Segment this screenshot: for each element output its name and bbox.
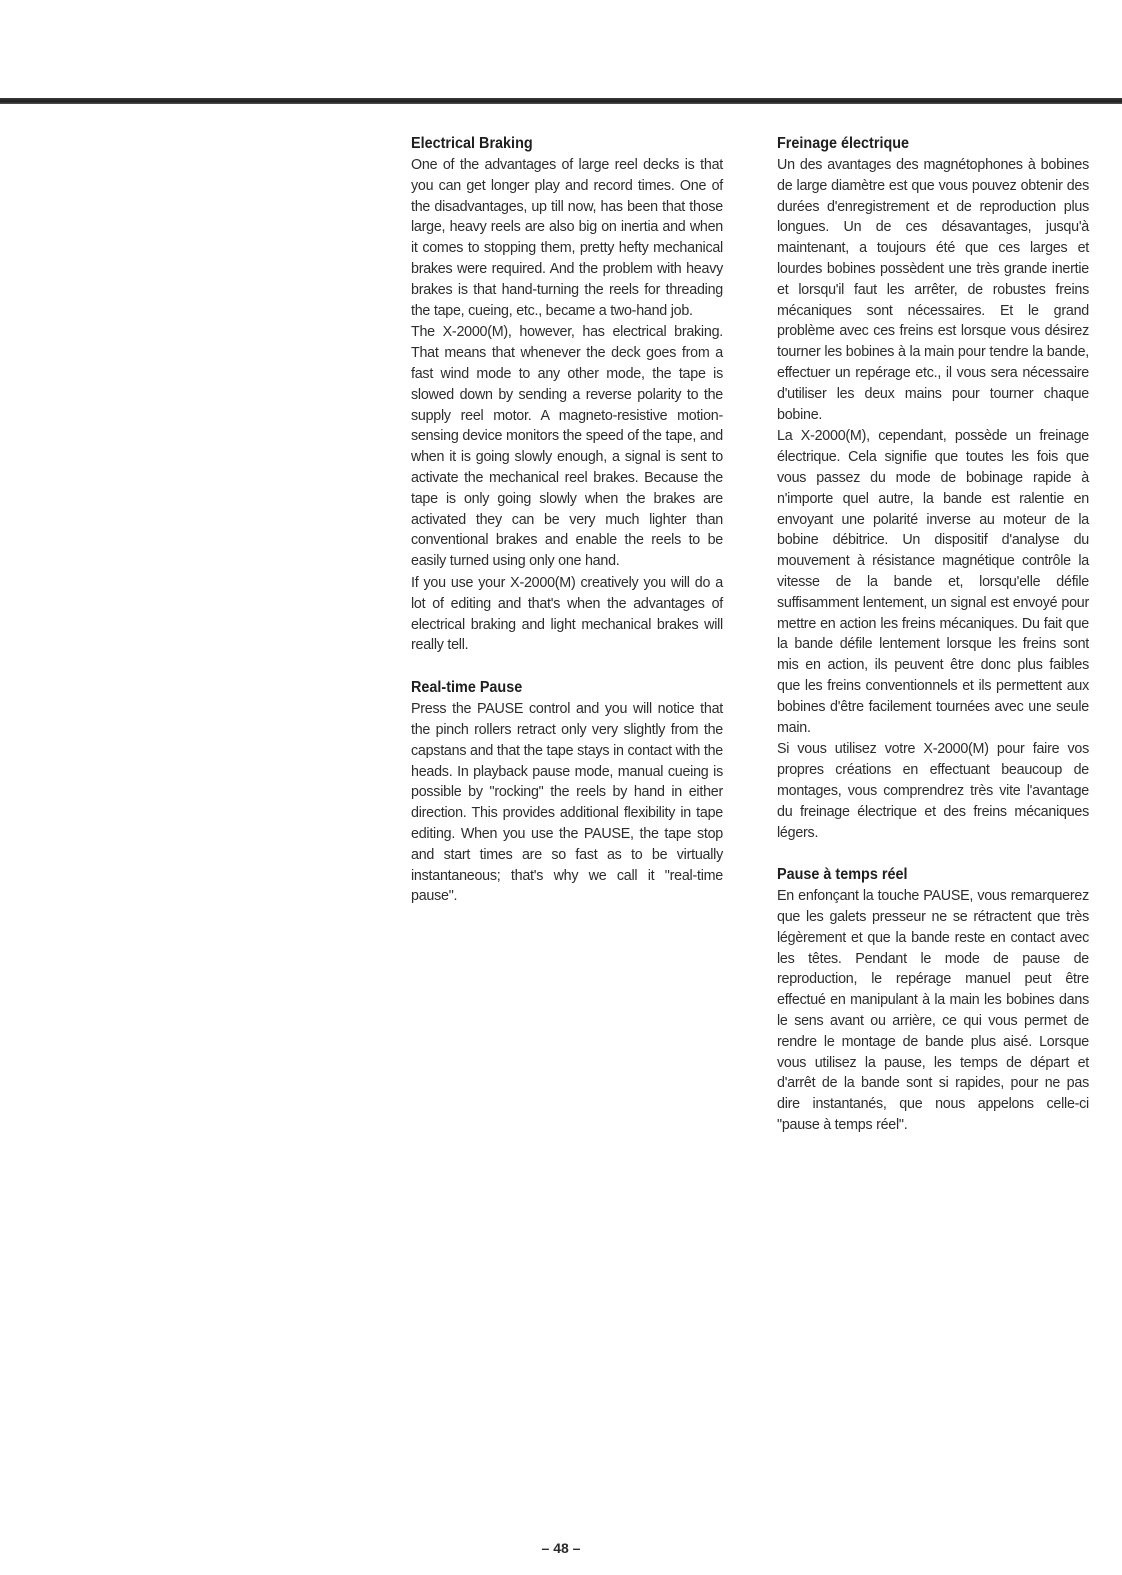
- paragraph: Si vous utilisez votre X-2000(M) pour faire vos propres créations en effectuant beaucoup de montages, vous comprendrez très vite l'avantage du freinage électrique et des freins mécaniques légers.: [777, 741, 1089, 841]
- paragraph: En enfonçant la touche PAUSE, vous remarquerez que les galets presseur ne se rétractent que très légèrement et que la bande reste en contact avec les têtes. Pendant le mode de pause de reproduction, le repérage manuel peut être effectué en manipulant à la main les bobines dans le sens avant ou arrière, ce qui vous permet de rendre le montage de bande plus aisé. Lorsque vous utilisez la pause, les temps de départ et d'arrêt de la bande sont si rapides, pour ne pas dire instantanés, que nous appelons celle-ci "pause à temps réel".: [777, 888, 1089, 1134]
- english-column: [411, 134, 723, 907]
- paragraph: Un des avantages des magnétophones à bobines de large diamètre est que vous pouvez obtenir des durées d'enregistrement et de reproduction plus longues. Un de ces désavantages, jusqu'à maintenant, a toujours été que ces larges et lourdes bobines possèdent une très grande inertie et lorsqu'il faut les arrêter, de robustes freins mécaniques sont nécessaires. Et le grand problème avec ces freins est lorsque vous désirez tourner les bobines à la main pour tendre la bande, effectuer un repérage etc., il vous sera nécessaire d'utiliser les deux mains pour tourner chaque bobine.: [777, 157, 1089, 423]
- section-gap: [777, 843, 1089, 865]
- paragraph: Press the PAUSE control and you will notice that the pinch rollers retract only very slightly from the capstans and that the tape stays in contact with the heads. In playback pause mode, manual cueing is possible by "rocking" the reels by hand in either direction. This provides additional flexibility in tape editing. When you use the PAUSE, the tape stop and start times are so fast as to be virtually instantaneous; that's why we call it "real-time pause".: [411, 701, 723, 905]
- paragraph: One of the advantages of large reel decks is that you can get longer play and record times. One of the disadvantages, up till now, has been that those large, heavy reels are also big on inertia and when it comes to stopping them, pretty hefty mechanical brakes were required. And the problem with heavy brakes is that hand-turning the reels for threading the tape, cueing, etc., became a two-hand job.: [411, 157, 723, 319]
- section-gap: [411, 656, 723, 678]
- heading-electrical-braking: Electrical Braking: [411, 135, 533, 152]
- french-column: [777, 134, 1089, 1136]
- paragraph: La X-2000(M), cependant, possède un freinage électrique. Cela signifie que toutes les fois que vous passez du mode de bobinage rapide à n'importe quel autre, la bande est ralentie en envoyant une polarité inverse au moteur de la bobine débitrice. Un dispositif d'analyse du mouvement à résistance magnétique contrôle la vitesse de la bande et, lorsqu'elle défile suffisamment lentement, un signal est envoyé pour mettre en action les freins mécaniques. Du fait que la bande défile lentement lorsque les freins sont mis en action, ils peuvent être donc plus faibles que les freins conventionnels et ils permettent aux bobines d'être facilement tournées avec une seule main.: [777, 428, 1089, 736]
- heading-freinage-electrique: Freinage électrique: [777, 135, 910, 152]
- page-number: – 48 –: [541, 1540, 581, 1556]
- heading-real-time-pause: Real-time Pause: [411, 679, 523, 697]
- paragraph: If you use your X-2000(M) creatively you will do a lot of editing and that's when the advantages of electrical braking and light mechanical brakes will really tell.: [411, 574, 723, 654]
- top-rule: [0, 98, 1122, 104]
- heading-pause-temps-reel: Pause à temps réel: [777, 866, 908, 884]
- paragraph: The X-2000(M), however, has electrical braking. That means that whenever the deck goes from a fast wind mode to any other mode, the tape is slowed down by sending a reverse polarity to the supply reel motor. A magneto-resistive motion-sensing device monitors the speed of the tape, and when it is going slowly enough, a signal is sent to activate the mechanical reel brakes. Because the tape is only going slowly when the brakes are activated they can be very much lighter than conventional brakes and enable the reels to be easily turned using only one hand.: [411, 324, 723, 570]
